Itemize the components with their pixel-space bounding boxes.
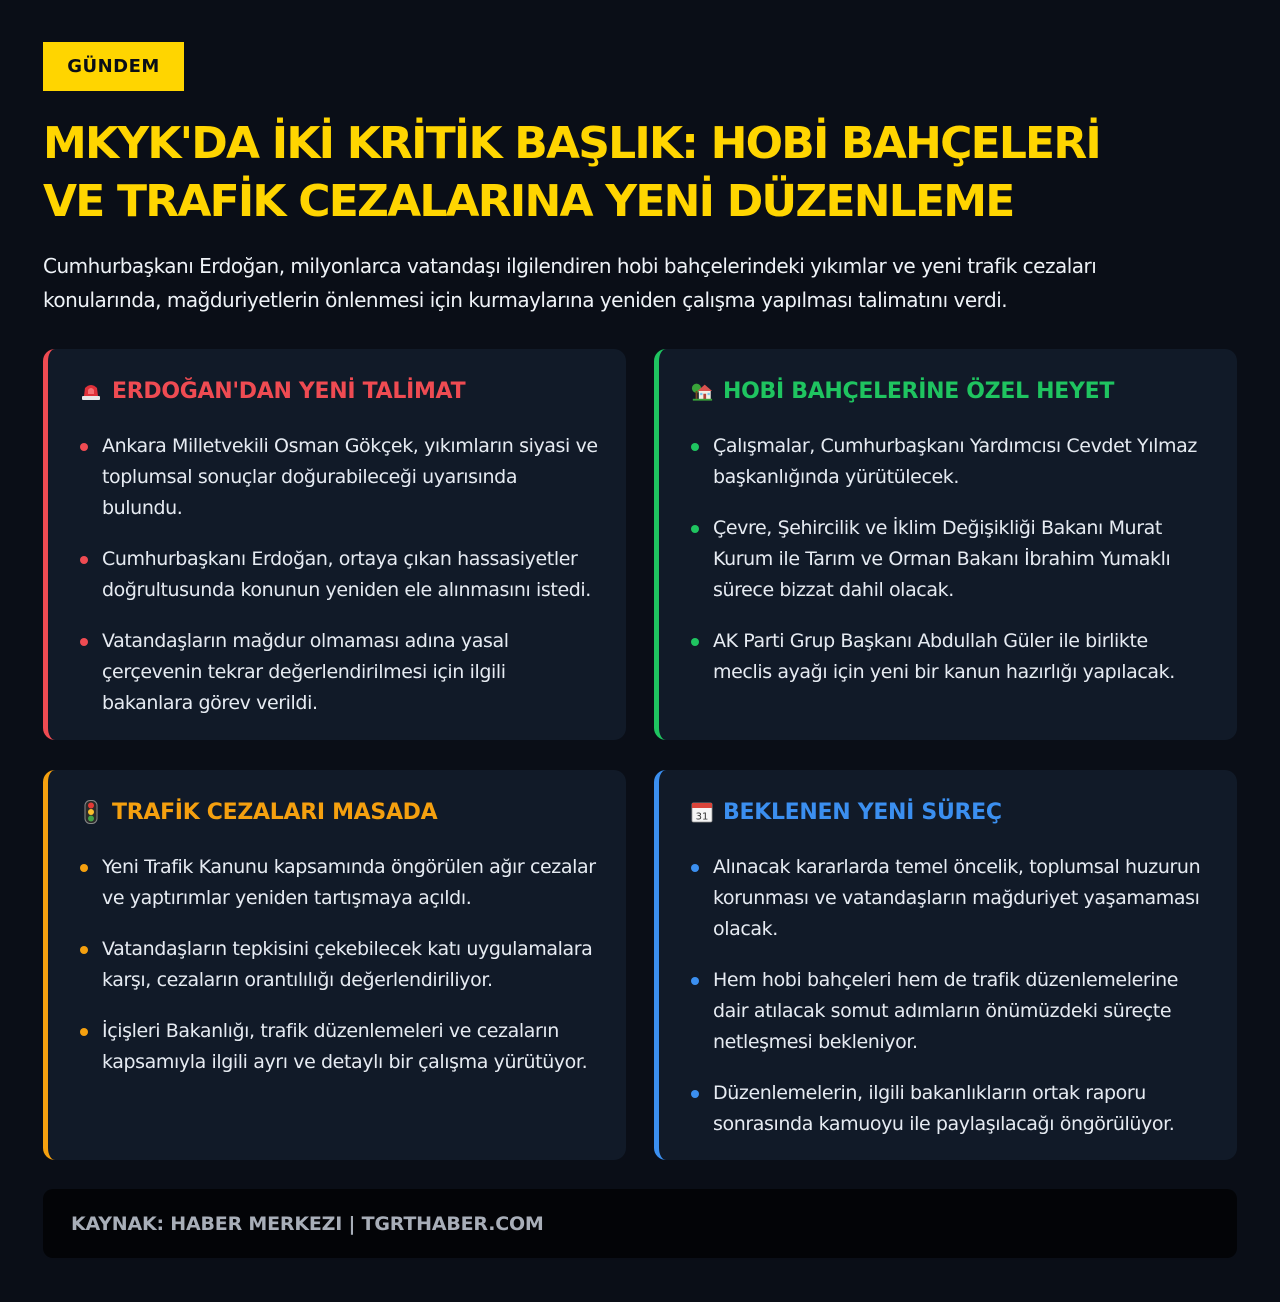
traffic-light-icon [80,801,102,823]
list-item: AK Parti Grup Başkanı Abdullah Güler ile birlikte meclis ayağı için yeni bir kanun hazırlığı yapılacak. [691,626,1209,688]
bullet-list [80,852,598,1078]
list-item: Ankara Milletvekili Osman Gökçek, yıkımların siyasi ve toplumsal sonuçlar doğurabileceği uyarısında bulundu. [80,431,598,524]
card-traffic-fines [43,770,626,1160]
card-title: BEKLENEN YENİ SÜREÇ [723,799,1002,825]
card-erdogan-instruction [43,349,626,740]
bullet-list [80,431,598,719]
list-item: İçişleri Bakanlığı, trafik düzenlemeleri ve cezaların kapsamıyla ilgili ayrı ve detaylı bir çalışma yürütüyor. [80,1016,598,1078]
infographic-page [43,42,1237,1235]
card-header [80,796,598,828]
card-hobby-gardens-committee [654,349,1237,740]
list-item: Hem hobi bahçeleri hem de trafik düzenlemelerine dair atılacak somut adımların önümüzdeki süreçte netleşmesi bekleniyor. [691,965,1209,1058]
card-expected-process [654,770,1237,1160]
police-light-icon [80,380,102,402]
house-with-garden-icon [691,380,713,402]
list-item: Vatandaşların tepkisini çekebilecek katı uygulamalara karşı, cezaların orantılılığı değerlendiriliyor. [80,934,598,996]
lead-paragraph: Cumhurbaşkanı Erdoğan, milyonlarca vatandaşı ilgilendiren hobi bahçelerindeki yıkımlar ve yeni trafik cezaları konularında, mağduriyetlerin önlenmesi için kurmaylarına yeniden çalışma yapılması talimatını verdi. [43,254,1097,312]
list-item: Düzenlemelerin, ilgili bakanlıkların ortak raporu sonrasında kamuoyu ile paylaşılacağı öngörülüyor. [691,1078,1209,1140]
svg-text:31: 31 [695,811,709,823]
bullet-list [691,431,1209,688]
bullet-list [691,852,1209,1140]
card-title: TRAFİK CEZALARI MASADA [112,799,438,825]
card-title: ERDOĞAN'DAN YENİ TALİMAT [112,378,466,404]
source-credit: KAYNAK: HABER MERKEZI | TGRTHABER.COM [71,1212,544,1235]
source-footer [43,1189,1237,1258]
card-title: HOBİ BAHÇELERİNE ÖZEL HEYET [723,378,1115,404]
cards-grid [43,349,1237,1160]
list-item: Yeni Trafik Kanunu kapsamında öngörülen ağır cezalar ve yaptırımlar yeniden tartışmaya açıldı. [80,852,598,914]
calendar-icon [691,801,713,823]
category-badge: GÜNDEM [43,42,184,91]
card-header [691,796,1209,828]
card-header [691,375,1209,407]
list-item: Alınacak kararlarda temel öncelik, toplumsal huzurun korunması ve vatandaşların mağduriyet yaşamaması olacak. [691,852,1209,945]
card-header [80,375,598,407]
list-item: Çevre, Şehircilik ve İklim Değişikliği Bakanı Murat Kurum ile Tarım ve Orman Bakanı İbrahim Yumaklı sürece bizzat dahil olacak. [691,513,1209,606]
list-item: Vatandaşların mağdur olmaması adına yasal çerçevenin tekrar değerlendirilmesi için ilgili bakanlara görev verildi. [80,626,598,719]
headline: MKYK'DA İKİ KRİTİK BAŞLIK: HOBİ BAHÇELERİ VE TRAFİK CEZALARINA YENİ DÜZENLEME [43,118,1100,227]
list-item: Cumhurbaşkanı Erdoğan, ortaya çıkan hassasiyetler doğrultusunda konunun yeniden ele alınmasını istedi. [80,544,598,606]
list-item: Çalışmalar, Cumhurbaşkanı Yardımcısı Cevdet Yılmaz başkanlığında yürütülecek. [691,431,1209,493]
